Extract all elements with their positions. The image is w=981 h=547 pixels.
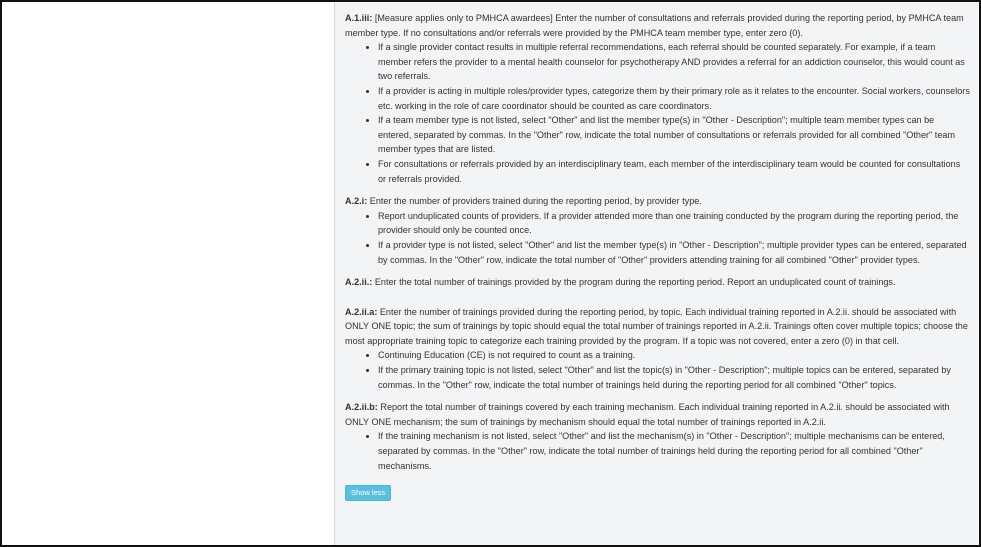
show-less-button[interactable]: Show less <box>345 485 391 501</box>
bullet-list <box>345 348 970 392</box>
list-item: • If the training mechanism is not listed, select "Other" and list the mechanism(s) in "Other - Description"; multiple mechanisms can be entered, separated by commas. In the "Other" row, indicate the total number of trainings held during the reporting period for all combined "Other" mechanisms. <box>378 429 970 473</box>
section-paragraph <box>345 11 970 40</box>
section-label: A.2.i: <box>345 196 368 207</box>
section-text: Report the total number of trainings covered by each training mechanism. Each individual training reported in A.2.ii. should be associated with ONLY ONE mechanism; the sum of trainings by mechanism should equal the total number of trainings reported in A.2.ii. <box>345 402 950 427</box>
section-a2iia <box>345 305 970 393</box>
list-item: • Continuing Education (CE) is not required to count as a training. <box>378 348 970 363</box>
list-item: • If a single provider contact results in multiple referral recommendations, each referral should be counted separately. For example, if a team member refers the provider to a mental health counselor for psychotherapy AND provides a referral for an addiction counselor, this would count as two referrals. <box>378 40 970 84</box>
list-item: • If a team member type is not listed, select "Other" and list the member type(s) in "Other - Description"; multiple team member types can be entered, separated by commas. In the "Other" row, indicate the total number of consultations or referrals provided for all combined "Other" team member types that are listed. <box>378 113 970 157</box>
section-a1iii <box>345 11 970 186</box>
section-paragraph <box>345 400 970 429</box>
list-item: • If a provider is acting in multiple roles/provider types, categorize them by their primary role as it relates to the encounter. Social workers, counselors etc. working in the role of care coordinator should be counted as care coordinators. <box>378 84 970 113</box>
section-a2ii <box>345 275 970 290</box>
section-paragraph <box>345 194 970 209</box>
section-text: Enter the total number of trainings provided by the program during the reporting period. Report an unduplicated count of trainings. <box>372 277 896 288</box>
section-a2iib <box>345 400 970 473</box>
list-item: • If the primary training topic is not listed, select "Other" and list the topic(s) in "Other - Description"; multiple topics can be entered, separated by commas. In the "Other" row, indicate the total number of trainings held during the reporting period for all combined "Other" topics. <box>378 363 970 392</box>
section-text: [Measure applies only to PMHCA awardees] Enter the number of consultations and referrals provided during the reporting period, by PMHCA team member type. If no consultations and/or referrals were provided by the PMHCA team member type, enter zero (0). <box>345 13 964 38</box>
instructions-panel <box>335 2 978 545</box>
section-label: A.2.ii.a: <box>345 306 378 317</box>
section-label: A.2.ii.b: <box>345 402 378 413</box>
section-paragraph <box>345 275 970 290</box>
list-item: • Report unduplicated counts of providers. If a provider attended more than one training conducted by the program during the reporting period, the provider should only be counted once. <box>378 209 970 238</box>
section-label: A.2.ii.: <box>345 277 373 288</box>
section-paragraph <box>345 305 970 349</box>
list-item: • For consultations or referrals provided by an interdisciplinary team, each member of the interdisciplinary team would be counted for consultations or referrals provided. <box>378 157 970 186</box>
left-blank-pane <box>2 2 334 545</box>
list-item: • If a provider type is not listed, select "Other" and list the member type(s) in "Other - Description"; multiple provider types can be entered, separated by commas. In the "Other" row, indicate the total number of "Other" providers attending training for all combined "Other" provider types. <box>378 238 970 267</box>
bullet-list <box>345 209 970 267</box>
section-a2i <box>345 194 970 267</box>
bullet-list <box>345 40 970 186</box>
bullet-list <box>345 429 970 473</box>
section-text: Enter the number of providers trained during the reporting period, by provider type. <box>367 196 702 207</box>
section-label: A.1.iii: <box>345 13 373 23</box>
section-text: Enter the number of trainings provided during the reporting period, by topic. Each individual training reported in A.2.ii. should be associated with ONLY ONE topic; the sum of trainings by topic should equal the total number of trainings reported in A.2.ii. Trainings often cover multiple topics; choose the most appropriate training topic to categorize each training provided by the program. If a topic was not covered, enter a zero (0) in that cell. <box>345 306 968 346</box>
